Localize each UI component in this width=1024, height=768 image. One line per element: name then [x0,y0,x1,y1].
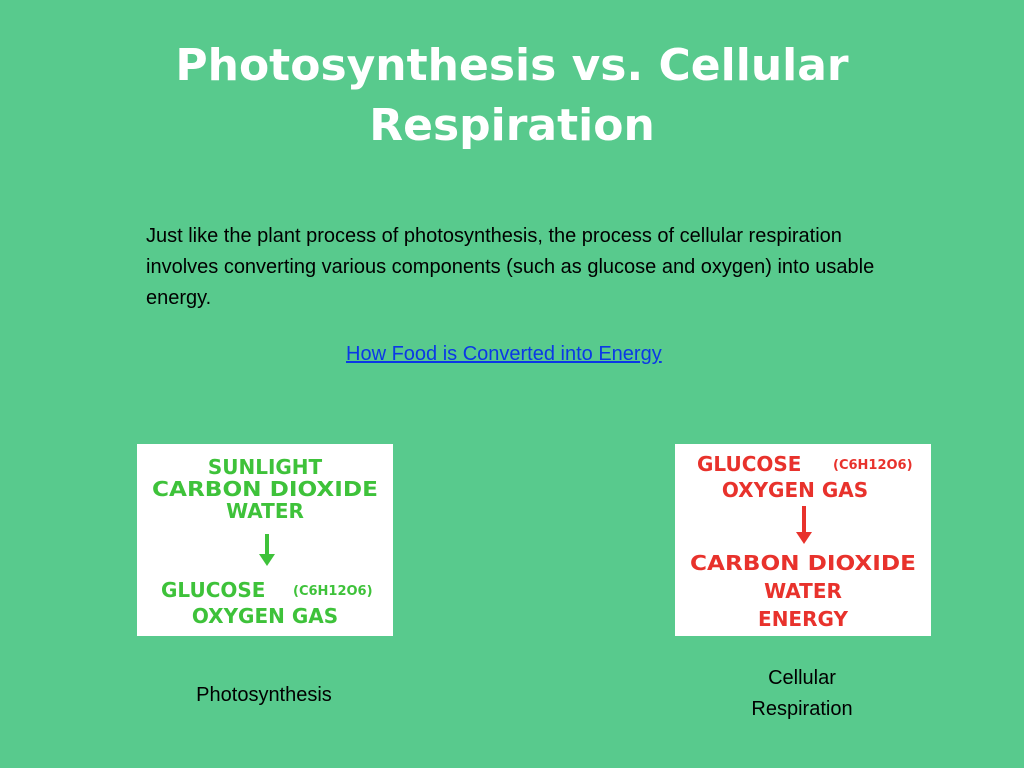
down-arrow-icon [796,506,812,544]
photo-reactant-sunlight: SUNLIGHT [207,455,323,479]
resp-reactant-glucose: GLUCOSE [697,452,802,476]
slide-title: Photosynthesis vs. Cellular Respiration [175,40,849,151]
resp-product-water: WATER [764,579,842,603]
photosynthesis-equation-image [137,444,393,636]
photosynthesis-equation-graphic [137,444,393,636]
respiration-equation-image [675,444,931,636]
photo-reactant-carbon-dioxide: CARBON DIOXIDE [152,477,378,501]
photo-glucose-formula: (C6H12O6) [293,584,373,599]
down-arrow-icon [259,534,275,566]
food-energy-link[interactable]: How Food is Converted into Energy [346,343,662,365]
resp-glucose-formula: (C6H12O6) [833,458,913,473]
respiration-caption [722,663,882,725]
resp-product-carbon-dioxide: CARBON DIOXIDE [690,551,916,575]
resp-product-energy: ENERGY [758,607,848,631]
respiration-caption-line-1: Cellular [768,667,836,689]
photo-product-glucose: GLUCOSE [161,578,266,602]
photosynthesis-caption: Photosynthesis [196,684,332,706]
photo-product-oxygen-gas: OXYGEN GAS [191,604,339,628]
resp-reactant-oxygen-gas: OXYGEN GAS [721,478,869,502]
intro-paragraph: Just like the plant process of photosynthesis, the process of cellular respiration involves converting various components (such as glucose and oxygen) into usable energy. [146,225,875,309]
photo-reactant-water: WATER [226,499,304,523]
respiration-equation-graphic [675,444,931,636]
respiration-caption-line-2: Respiration [751,698,853,720]
